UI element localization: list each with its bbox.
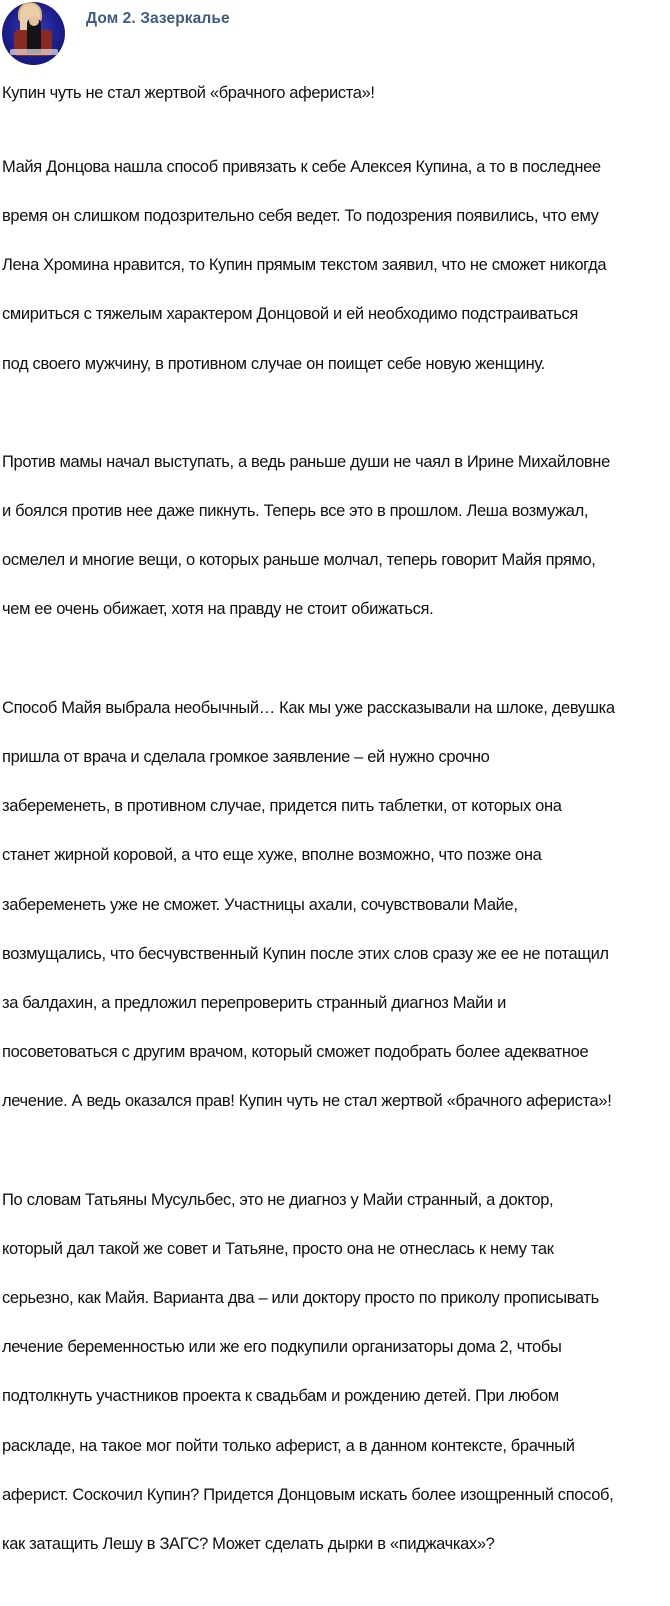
- text-line: Против мамы начал выступать, а ведь раньше души не чаял в Ирине Михайловне: [2, 452, 610, 471]
- avatar-face: [29, 16, 39, 26]
- text-line: забеременеть, в противном случае, придется пить таблетки, от которых она: [2, 797, 562, 816]
- text-line: смириться с тяжелым характером Донцовой и ей необходимо подстраиваться: [2, 305, 578, 324]
- text-line: Способ Майя выбрала необычный… Как мы уже рассказывали на шлоке, девушка: [2, 698, 615, 717]
- text-line: время он слишком подозрительно себя ведет. То подозрения появились, что ему: [2, 206, 599, 225]
- text-line: под своего мужчину, в противном случае он поищет себе новую женщину.: [2, 354, 545, 373]
- text-line: лечение беременностью или же его подкупили организаторы дома 2, чтобы: [2, 1338, 562, 1357]
- text-line: пришла от врача и сделала громкое заявление – ей нужно срочно: [2, 748, 490, 767]
- post-body: [2, 81, 670, 1606]
- text-line: и боялся против нее даже пикнуть. Теперь все это в прошлом. Леша возмужал,: [2, 502, 589, 521]
- text-line: который дал такой же совет и Татьяне, просто она не отнеслась к нему так: [2, 1239, 554, 1258]
- text-line: подтолкнуть участников проекта к свадьбам и рождению детей. При любом: [2, 1387, 559, 1406]
- paragraph-3: [2, 671, 670, 1138]
- text-line: Лена Хромина нравится, то Купин прямым текстом заявил, что не сможет никогда: [2, 256, 607, 275]
- text-line: По словам Татьяны Мусульбес, это не диагноз у Майи странный, а доктор,: [2, 1190, 554, 1209]
- text-line: чем ее очень обижает, хотя на правду не стоит обижаться.: [2, 600, 434, 619]
- post-header: [0, 0, 670, 72]
- text-line: возмущались, что бесчувственный Купин после этих слов сразу же ее не потащил: [2, 944, 609, 963]
- post-headline: Купин чуть не стал жертвой «брачного афериста»!: [2, 84, 375, 102]
- avatar-caption: [10, 49, 58, 55]
- text-line: за балдахин, а предложил перепроверить странный диагноз Майи и: [2, 993, 506, 1012]
- text-line: посоветоваться с другим врачом, который сможет подобрать более адекватное: [2, 1043, 589, 1062]
- paragraph-2: [2, 425, 670, 646]
- text-line: Майя Донцова нашла способ привязать к себе Алексея Купина, а то в последнее: [2, 157, 601, 176]
- text-line: забеременеть уже не сможет. Участницы ахали, сочувствовали Майе,: [2, 895, 518, 914]
- text-line: лечение. А ведь оказался прав! Купин чуть не стал жертвой «брачного афериста»!: [2, 1092, 612, 1111]
- text-line: раскладе, на такое мог пойти только аферист, а в данном контексте, брачный: [2, 1436, 575, 1455]
- group-name-link[interactable]: Дом 2. Зазеркалье: [86, 10, 230, 27]
- text-line: осмелел и многие вещи, о которых раньше молчал, теперь говорит Майя прямо,: [2, 551, 596, 570]
- text-line: как затащить Лешу в ЗАГС? Может сделать дырки в «пиджачках»?: [2, 1535, 495, 1554]
- paragraph-1: [2, 130, 670, 401]
- text-line: серьезно, как Майя. Варианта два – или доктору просто по приколу прописывать: [2, 1289, 599, 1308]
- text-line: аферист. Соскочил Купин? Придется Донцовым искать более изощренный способ,: [2, 1485, 614, 1504]
- text-line: станет жирной коровой, а что еще хуже, вполне возможно, что позже она: [2, 846, 542, 865]
- paragraph-4: [2, 1163, 670, 1581]
- group-avatar[interactable]: [2, 2, 65, 65]
